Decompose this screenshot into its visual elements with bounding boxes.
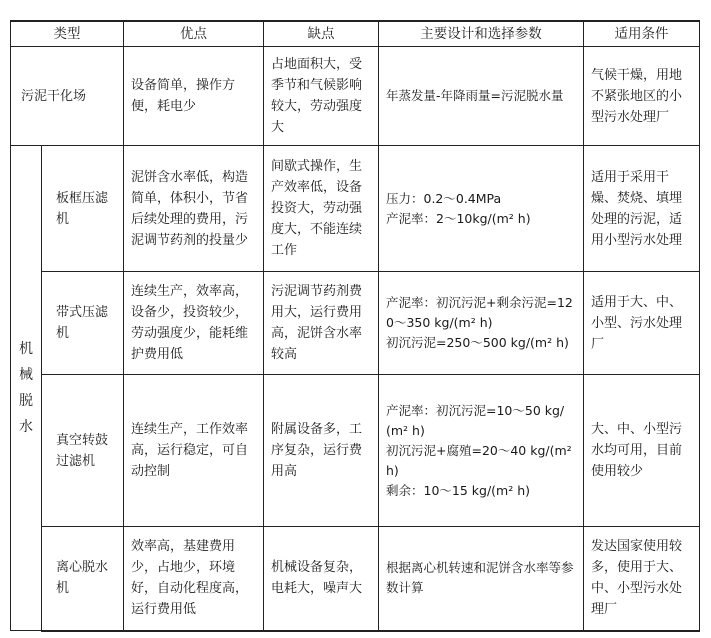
param-line: 剩余：10～15 kg/(m² h): [386, 482, 531, 498]
header-type: 类型: [11, 21, 124, 47]
params-cell: [379, 146, 584, 272]
param-line: 产泥率：初沉污泥=10～50 kg/(m² h): [386, 402, 565, 438]
table-row: [11, 527, 700, 631]
dewatering-comparison-table: [10, 20, 700, 632]
params-cell: [379, 272, 584, 375]
conditions-cell: 发达国家使用较多，使用于大、中、小型污水处理厂: [584, 527, 700, 631]
cons-cell: 机械设备复杂，电耗大，噪声大: [264, 527, 379, 631]
header-row: [11, 21, 700, 47]
param-line: 压力：0.2～0.4MPa: [386, 190, 502, 206]
header-pros: 优点: [124, 21, 264, 47]
type-cell: 板框压滤机: [42, 146, 124, 272]
type-cell: 离心脱水机: [42, 527, 124, 631]
cons-cell: 污泥调节药剂费用大，运行费用高，泥饼含水率较高: [264, 272, 379, 375]
param-line: 产泥率：2～10kg/(m² h): [386, 210, 531, 226]
table-row: [11, 47, 700, 146]
param-line: 初沉污泥=250～500 kg/(m² h): [386, 335, 569, 350]
conditions-cell: 大、中、小型污水均可用，目前使用较少: [584, 375, 700, 527]
conditions-cell: 适用于采用干燥、焚烧、填埋处理的污泥，适用小型污水处理: [584, 146, 700, 272]
pros-cell: 设备简单，操作方便，耗电少: [124, 47, 264, 146]
params-cell: [379, 375, 584, 527]
type-cell: 污泥干化场: [11, 47, 124, 146]
header-params: 主要设计和选择参数: [379, 21, 584, 47]
type-cell: 真空转鼓过滤机: [42, 375, 124, 527]
params-cell: [379, 47, 584, 146]
table-row: [11, 272, 700, 375]
table-row: [11, 375, 700, 527]
pros-cell: 连续生产，效率高，设备少，投资较少，劳动强度少，能耗维护费用低: [124, 272, 264, 375]
cons-cell: 占地面积大，受季节和气候影响较大，劳动强度大: [264, 47, 379, 146]
header-conditions: 适用条件: [584, 21, 700, 47]
param-line: 年蒸发量-年降雨量=污泥脱水量: [386, 88, 564, 103]
cons-cell: 间歇式操作，生产效率低，设备投资大，劳动强度大，不能连续工作: [264, 146, 379, 272]
table-row: [11, 146, 700, 272]
pros-cell: 泥饼含水率低，构造简单，体积小，节省后续处理的费用，污泥调节药剂的投量少: [124, 146, 264, 272]
param-line: 产泥率：初沉污泥+剩余污泥=120～350 kg/(m² h): [386, 295, 573, 330]
conditions-cell: 适用于大、中、小型、污水处理厂: [584, 272, 700, 375]
pros-cell: 效率高，基建费用少，占地少，环境好，自动化程度高，运行费用低: [124, 527, 264, 631]
cons-cell: 附属设备多，工序复杂，运行费用高: [264, 375, 379, 527]
param-line: 根据离心机转速和泥饼含水率等参数计算: [386, 560, 574, 596]
type-cell: 带式压滤机: [42, 272, 124, 375]
group-label-mechanical: 机械脱水: [11, 146, 42, 631]
header-cons: 缺点: [264, 21, 379, 47]
param-line: 初沉污泥+腐殖=20～40 kg/(m² h): [386, 442, 572, 478]
conditions-cell: 气候干燥，用地不紧张地区的小型污水处理厂: [584, 47, 700, 146]
pros-cell: 连续生产，工作效率高，运行稳定，可自动控制: [124, 375, 264, 527]
params-cell: [379, 527, 584, 631]
